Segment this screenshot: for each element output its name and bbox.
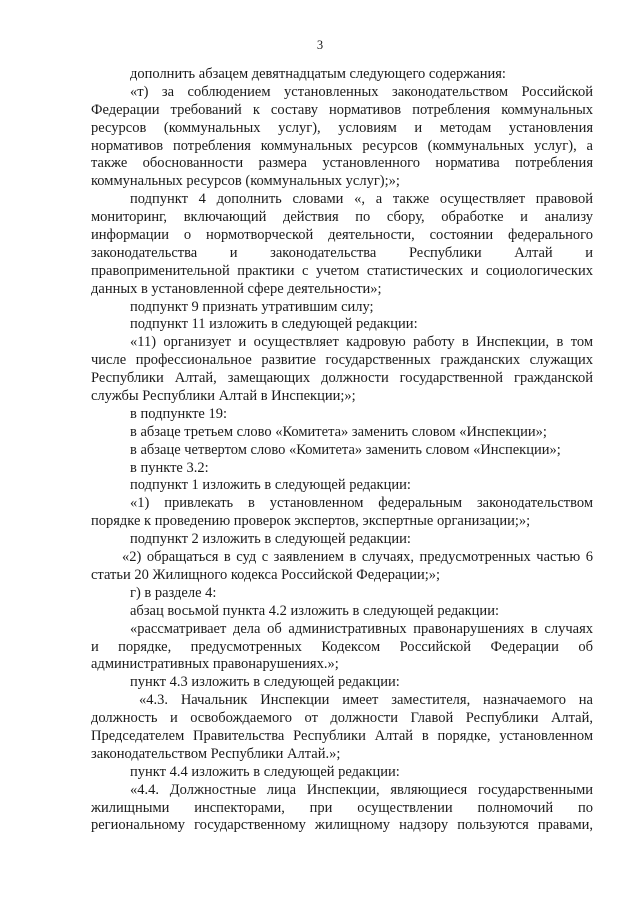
text-line: порядке к проведению проверок экспертов, экспертные организации;»; [91,513,531,530]
text-line: «рассматривает дела об административных правонарушениях в случаях [130,620,593,637]
text-line: правоприменительной практики с учетом статистических и социологических [91,262,593,279]
text-line: информации о нормотворческой деятельности, состоянии федерального [91,227,593,244]
text-line: «11) организует и осуществляет кадровую работу в Инспекции, в том [130,334,593,351]
text-line: и порядке, предусмотренных Кодексом Российской Федерации об [91,638,593,655]
text-line: г) в разделе 4: [130,584,217,601]
text-line: Федерации требований к составу нормативов потребления коммунальных [91,101,593,118]
text-line: числе профессиональное развитие государственных гражданских служащих [91,352,593,369]
text-line: должность и освобождаемого от должности Главой Республики Алтай, [91,710,593,727]
text-line: административных правонарушениях.»; [91,656,339,673]
text-line: также обоснованности размера установленного норматива потребления [91,155,593,172]
text-line: «1) привлекать в установленном федеральным законодательством [130,495,593,512]
text-line: «4.4. Должностные лица Инспекции, являющиеся государственными [130,781,593,798]
text-line: законодательства и законодательства Республики Алтай и [91,244,593,261]
text-line: «т) за соблюдением установленных законодательством Российской [130,83,593,100]
text-line: коммунальных ресурсов (коммунальных услуг);»; [91,173,400,190]
text-line: нормативов потребления коммунальных ресурсов (коммунальных услуг), а [91,137,593,154]
text-line: Республики Алтай, замещающих должности государственной гражданской [91,370,593,387]
text-line: законодательством Республики Алтай.»; [91,745,341,762]
text-line: мониторинг, включающий действия по сбору, обработке и анализу [91,209,593,226]
text-line: подпункт 9 признать утратившим силу; [130,298,374,315]
text-line: пункт 4.4 изложить в следующей редакции: [130,763,400,780]
text-line: в пункте 3.2: [130,459,209,476]
document-body [91,66,593,835]
text-line: Председателем Правительства Республики Алтай в порядке, установленном [91,727,593,744]
text-line: в абзаце четвертом слово «Комитета» заменить словом «Инспекции»; [130,441,561,458]
text-line: жилищными инспекторами, при осуществлении полномочий по [91,799,593,816]
text-line: в абзаце третьем слово «Комитета» заменить словом «Инспекции»; [130,423,547,440]
text-line: пункт 4.3 изложить в следующей редакции: [130,674,400,691]
text-line: статьи 20 Жилищного кодекса Российской Федерации;»; [91,566,441,583]
text-line: службы Республики Алтай в Инспекции;»; [91,388,356,405]
text-line: ресурсов (коммунальных услуг), условиям и методам установления [91,119,593,136]
text-line: подпункт 2 изложить в следующей редакции: [130,531,411,548]
text-line: подпункт 11 изложить в следующей редакции: [130,316,418,333]
text-line: данных в установленной сфере деятельности»; [91,280,382,297]
text-line: «2) обращаться в суд с заявлением в случаях, предусмотренных частью 6 [122,549,593,566]
text-line: в подпункте 19: [130,405,227,422]
text-line: дополнить абзацем девятнадцатым следующего содержания: [130,66,506,82]
page-number: 3 [316,38,324,52]
text-line: региональному государственному жилищному надзору пользуются правами, [91,817,593,834]
text-line: подпункт 1 изложить в следующей редакции: [130,477,411,494]
text-line: подпункт 4 дополнить словами «, а также осуществляет правовой [130,191,593,208]
text-line: абзац восьмой пункта 4.2 изложить в следующей редакции: [130,602,499,619]
text-line: «4.3. Начальник Инспекции имеет заместителя, назначаемого на [139,692,593,709]
